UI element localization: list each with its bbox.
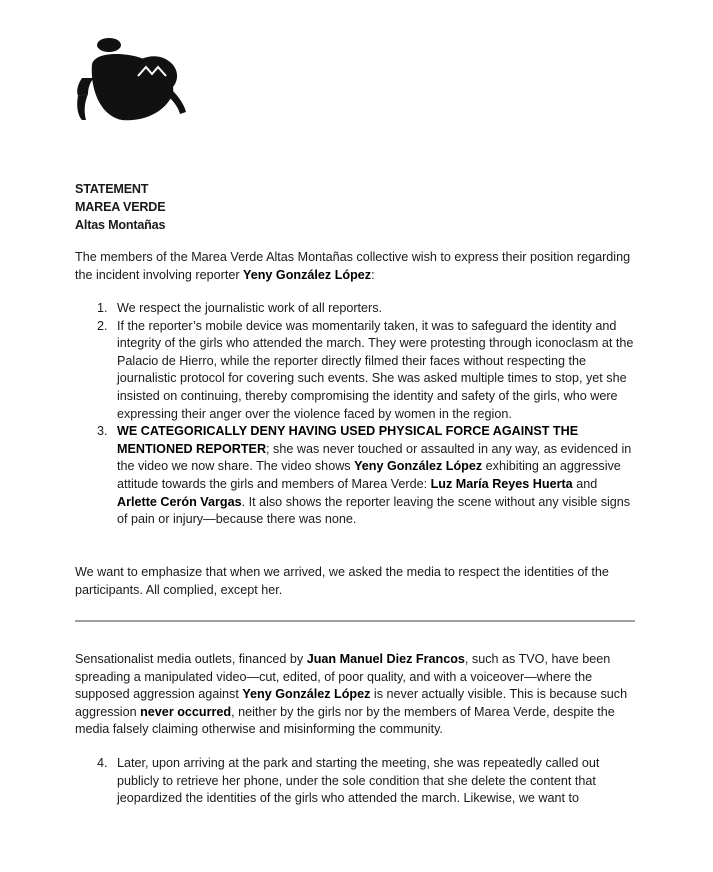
- heading-region: Altas Montañas: [75, 218, 166, 232]
- heading-collective: MAREA VERDE: [75, 200, 166, 214]
- reporter-name: Yeny González López: [354, 459, 483, 474]
- list-item: [75, 423, 637, 529]
- points-list-continued: [75, 755, 637, 808]
- list-text: ; she was never touched or assaulted in any way, as evidenced in the video we now share. The video shows: [117, 441, 632, 474]
- list-text: and: [572, 476, 598, 491]
- statement-heading: [75, 180, 165, 234]
- member-name: Arlette Cerón Vargas: [117, 494, 242, 509]
- media-text: , neither by the girls nor by the members of Marea Verde, despite the media falsely claiming otherwise and misinforming the community.: [75, 704, 615, 737]
- intro-text: The members of the Marea Verde Altas Montañas collective wish to express their position regarding the incident involving reporter: [75, 250, 631, 282]
- list-text: Later, upon arriving at the park and starting the meeting, she was repeatedly called out publicly to retrieve her phone, under the sole condition that she delete the content that jeopardized the identities of the girls who attended the march. Likewise, we want to: [117, 756, 600, 806]
- media-text: is never actually visible. This is because such aggression: [75, 687, 628, 719]
- reporter-name: Yeny González López: [242, 687, 371, 702]
- never-occurred: never occurred: [140, 704, 232, 719]
- member-name: Luz María Reyes Huerta: [430, 476, 573, 491]
- list-number: 1.: [97, 301, 108, 315]
- reporter-name: Yeny González López: [243, 267, 372, 282]
- intro-paragraph: [75, 249, 637, 284]
- media-paragraph: [75, 651, 637, 739]
- list-item: [75, 755, 637, 808]
- list-text: We respect the journalistic work of all reporters.: [117, 301, 383, 315]
- heading-statement: STATEMENT: [75, 182, 149, 196]
- section-divider: [75, 620, 635, 622]
- list-item: [75, 318, 637, 424]
- financier-name: Juan Manuel Diez Francos: [306, 652, 465, 666]
- intro-colon: :: [371, 267, 375, 282]
- media-text: , such as TVO, have been spreading a manipulated video—cut, edited, of poor quality, and with a voiceover—where the supposed aggression against: [75, 652, 611, 702]
- marea-verde-logo-icon: [72, 34, 190, 124]
- points-list: [75, 300, 637, 529]
- denial-statement: WE CATEGORICALLY DENY HAVING USED PHYSICAL FORCE AGAINST THE MENTIONED REPORTER: [117, 424, 579, 456]
- list-text: . It also shows the reporter leaving the scene without any visible signs of pain or injury—because there was none.: [117, 494, 631, 527]
- list-number: 2.: [97, 318, 108, 333]
- list-number: 3.: [97, 424, 108, 439]
- emphasis-paragraph: We want to emphasize that when we arrived, we asked the media to respect the identities of the participants. All complied, except her.: [75, 565, 609, 597]
- list-text: If the reporter’s mobile device was momentarily taken, it was to safeguard the identity and integrity of the girls who attended the march. They were protesting through iconoclasm at the Palacio de Hierro, while the reporter directly filmed their faces without respecting the journalistic protocol for covering such events. She was asked multiple times to stop, yet she insisted on continuing, thereby compromising the identity and safety of the girls, who were expressing their anger over the violence faced by women in the region.: [117, 318, 634, 421]
- list-number: 4.: [97, 756, 108, 770]
- list-text: exhibiting an aggressive attitude towards the girls and members of Marea Verde:: [117, 459, 621, 491]
- list-item: [75, 300, 637, 318]
- media-text: Sensationalist media outlets, financed by: [75, 652, 307, 666]
